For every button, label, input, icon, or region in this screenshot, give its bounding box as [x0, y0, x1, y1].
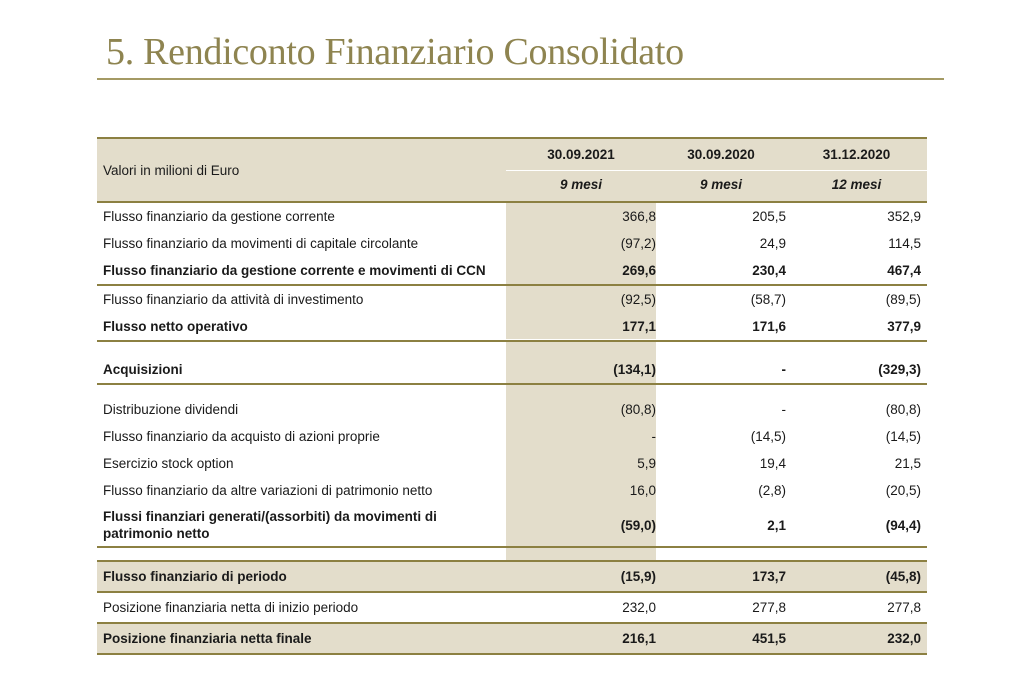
row-value: 366,8 — [622, 209, 656, 224]
row-value: (58,7) — [750, 292, 786, 307]
row-value: (80,8) — [885, 402, 921, 417]
header-period-2021-09: 9 mesi — [559, 177, 603, 192]
row-value: 277,8 — [752, 600, 786, 615]
table-row-total — [97, 622, 927, 655]
row-value: 277,8 — [887, 600, 921, 615]
row-value: 5,9 — [637, 456, 656, 471]
row-value: (14,5) — [885, 429, 921, 444]
row-value: 2,1 — [767, 517, 786, 533]
row-value: - — [781, 402, 786, 417]
row-value: 16,0 — [629, 483, 656, 498]
row-label: Flusso finanziario da attività di investimento — [103, 292, 364, 307]
row-value: 177,1 — [622, 319, 656, 334]
row-label: Esercizio stock option — [103, 456, 234, 471]
row-label: Flusso finanziario da movimenti di capitale circolante — [103, 236, 419, 251]
row-value: (97,2) — [620, 236, 656, 251]
row-label: Flusso finanziario da gestione corrente — [103, 209, 335, 224]
row-value: 232,0 — [622, 600, 656, 615]
row-label: Flusso finanziario da acquisto di azioni proprie — [103, 429, 380, 444]
row-value: (89,5) — [885, 292, 921, 307]
title-underline — [97, 78, 944, 80]
table-row-subtotal — [97, 257, 927, 286]
header-period-2020-09: 9 mesi — [699, 177, 743, 192]
row-label: Flusso finanziario di periodo — [103, 569, 287, 584]
row-value: (329,3) — [878, 362, 921, 377]
row-label: Flusso finanziario da altre variazioni di patrimonio netto — [103, 483, 433, 498]
table-row-subtotal — [97, 356, 927, 385]
row-value: - — [651, 429, 656, 444]
row-value: (92,5) — [620, 292, 656, 307]
row-value: 352,9 — [887, 209, 921, 224]
header-date-2020-09: 30.09.2020 — [687, 147, 755, 162]
row-value: (134,1) — [613, 362, 656, 377]
row-value: (45,8) — [885, 569, 921, 584]
row-value: 21,5 — [894, 456, 921, 471]
row-value: 171,6 — [752, 319, 786, 334]
table-row-subtotal — [97, 504, 927, 548]
row-value: (80,8) — [620, 402, 656, 417]
row-value: 377,9 — [887, 319, 921, 334]
table-row-total — [97, 560, 927, 593]
header-units-label: Valori in milioni di Euro — [103, 162, 240, 178]
row-value: 205,5 — [752, 209, 786, 224]
table-row — [97, 450, 927, 477]
row-label: Posizione finanziaria netta finale — [103, 631, 312, 646]
row-value: 19,4 — [759, 456, 786, 471]
row-value: (94,4) — [885, 517, 921, 533]
cash-flow-table — [97, 137, 927, 655]
row-value: (14,5) — [750, 429, 786, 444]
row-label: Acquisizioni — [103, 362, 183, 377]
row-value: 467,4 — [887, 263, 921, 278]
row-value: 230,4 — [752, 263, 786, 278]
table-row — [97, 396, 927, 423]
row-value: - — [781, 362, 786, 377]
table-row — [97, 477, 927, 504]
table-row — [97, 423, 927, 450]
table-row — [97, 203, 927, 230]
row-value: (59,0) — [620, 517, 656, 533]
row-label: Flusso netto operativo — [103, 319, 248, 334]
row-value: (2,8) — [758, 483, 786, 498]
row-label: Posizione finanziaria netta di inizio periodo — [103, 600, 359, 615]
row-value: 451,5 — [752, 631, 786, 646]
row-value: 173,7 — [752, 569, 786, 584]
table-header — [97, 137, 927, 203]
shaded-column-band — [506, 548, 656, 560]
table-row — [97, 593, 927, 622]
header-date-2021-09: 30.09.2021 — [547, 147, 615, 162]
row-value: 232,0 — [887, 631, 921, 646]
row-value: 114,5 — [888, 236, 921, 251]
row-value: (20,5) — [885, 483, 921, 498]
table-row-subtotal — [97, 313, 927, 342]
table-row — [97, 286, 927, 313]
header-period-2020-12: 12 mesi — [831, 177, 882, 192]
page-title: 5. Rendiconto Finanziario Consolidato — [106, 31, 684, 73]
row-value: 216,1 — [622, 631, 656, 646]
row-label: Flusso finanziario da gestione corrente e movimenti di CCN — [103, 263, 486, 278]
row-value: (15,9) — [620, 569, 656, 584]
row-value: 269,6 — [622, 263, 656, 278]
row-label: Distribuzione dividendi — [103, 402, 239, 417]
header-date-2020-12: 31.12.2020 — [822, 147, 891, 162]
row-label: Flussi finanziari generati/(assorbiti) da movimenti di patrimonio netto — [103, 509, 437, 541]
shaded-column-band — [506, 342, 656, 356]
table-row — [97, 230, 927, 257]
row-value: 24,9 — [759, 236, 786, 251]
